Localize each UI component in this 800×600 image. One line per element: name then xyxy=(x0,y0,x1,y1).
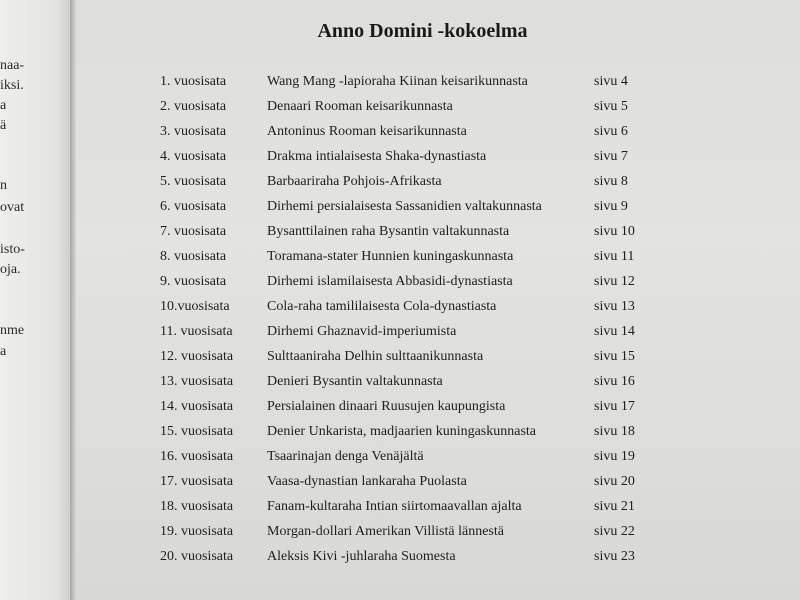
toc-row xyxy=(76,120,800,144)
coin-description: Aleksis Kivi -juhlaraha Suomesta xyxy=(267,549,456,564)
page-number: sivu 19 xyxy=(594,449,635,464)
left-page-fragment: a xyxy=(0,344,7,359)
toc-row xyxy=(76,395,800,419)
century-label: 8. vuosisata xyxy=(160,249,227,264)
century-label: 12. vuosisata xyxy=(160,349,234,364)
century-label: 13. vuosisata xyxy=(160,374,234,389)
page-number: sivu 10 xyxy=(594,224,635,239)
left-page-fragment: n xyxy=(0,178,7,193)
page-number: sivu 13 xyxy=(594,299,635,314)
left-page-fragment: oja. xyxy=(0,262,21,277)
page-number: sivu 20 xyxy=(594,474,635,489)
toc-row xyxy=(76,270,800,294)
coin-description: Persialainen dinaari Ruusujen kaupungista xyxy=(267,399,506,414)
century-label: 9. vuosisata xyxy=(160,274,227,289)
page-number: sivu 16 xyxy=(594,374,635,389)
page-number: sivu 22 xyxy=(594,524,635,539)
page-number: sivu 14 xyxy=(594,324,635,339)
page-number: sivu 7 xyxy=(594,149,628,164)
page-number: sivu 21 xyxy=(594,499,635,514)
toc-row xyxy=(76,245,800,269)
coin-description: Denieri Bysantin valtakunnasta xyxy=(267,374,443,389)
page-number: sivu 17 xyxy=(594,399,635,414)
century-label: 11. vuosisata xyxy=(160,324,233,339)
toc-row xyxy=(76,520,800,544)
century-label: 19. vuosisata xyxy=(160,524,234,539)
toc-row xyxy=(76,170,800,194)
page-number: sivu 15 xyxy=(594,349,635,364)
coin-description: Barbaariraha Pohjois-Afrikasta xyxy=(267,174,442,189)
century-label: 6. vuosisata xyxy=(160,199,227,214)
page-title: Anno Domini -kokoelma xyxy=(317,20,528,42)
left-page-fragment: iksi. xyxy=(0,78,24,93)
century-label: 2. vuosisata xyxy=(160,99,227,114)
coin-description: Dirhemi Ghaznavid-imperiumista xyxy=(267,324,457,339)
coin-description: Fanam-kultaraha Intian siirtomaavallan ajalta xyxy=(267,499,522,514)
toc-row xyxy=(76,495,800,519)
century-label: 18. vuosisata xyxy=(160,499,234,514)
century-label: 20. vuosisata xyxy=(160,549,234,564)
coin-description: Dirhemi persialaisesta Sassanidien valtakunnasta xyxy=(267,199,542,214)
coin-description: Vaasa-dynastian lankaraha Puolasta xyxy=(267,474,467,489)
page-number: sivu 4 xyxy=(594,74,628,89)
century-label: 5. vuosisata xyxy=(160,174,227,189)
toc-row xyxy=(76,445,800,469)
century-label: 7. vuosisata xyxy=(160,224,227,239)
century-label: 17. vuosisata xyxy=(160,474,234,489)
toc-row xyxy=(76,370,800,394)
toc-row xyxy=(76,345,800,369)
coin-description: Toramana-stater Hunnien kuningaskunnasta xyxy=(267,249,514,264)
century-label: 1. vuosisata xyxy=(160,74,227,89)
left-page-fragment: isto- xyxy=(0,242,25,257)
toc-row xyxy=(76,470,800,494)
page-number: sivu 11 xyxy=(594,249,635,264)
century-label: 10.vuosisata xyxy=(160,299,230,314)
toc-row xyxy=(76,545,800,569)
left-page-fragment: a xyxy=(0,98,7,113)
coin-description: Sulttaaniraha Delhin sulttaanikunnasta xyxy=(267,349,484,364)
coin-description: Bysanttilainen raha Bysantin valtakunnasta xyxy=(267,224,510,239)
coin-description: Tsaarinajan denga Venäjältä xyxy=(267,449,424,464)
left-page-fragment: nme xyxy=(0,323,25,338)
toc-row xyxy=(76,70,800,94)
right-page xyxy=(76,0,800,600)
page-number: sivu 23 xyxy=(594,549,635,564)
coin-description: Wang Mang -lapioraha Kiinan keisarikunnasta xyxy=(267,74,528,89)
toc-row xyxy=(76,295,800,319)
coin-description: Morgan-dollari Amerikan Villistä lännestä xyxy=(267,524,504,539)
toc-row xyxy=(76,420,800,444)
century-label: 4. vuosisata xyxy=(160,149,227,164)
page-number: sivu 6 xyxy=(594,124,628,139)
left-page xyxy=(0,0,70,600)
toc-row xyxy=(76,95,800,119)
coin-description: Denaari Rooman keisarikunnasta xyxy=(267,99,453,114)
century-label: 14. vuosisata xyxy=(160,399,234,414)
left-page-fragment: ä xyxy=(0,118,7,133)
page-number: sivu 5 xyxy=(594,99,628,114)
left-page-fragment: naa- xyxy=(0,58,25,73)
page-number: sivu 9 xyxy=(594,199,628,214)
page-number: sivu 8 xyxy=(594,174,628,189)
century-label: 16. vuosisata xyxy=(160,449,234,464)
page-number: sivu 12 xyxy=(594,274,635,289)
toc-row xyxy=(76,195,800,219)
coin-description: Antoninus Rooman keisarikunnasta xyxy=(267,124,467,139)
toc-row xyxy=(76,320,800,344)
toc-row xyxy=(76,220,800,244)
coin-description: Dirhemi islamilaisesta Abbasidi-dynastiasta xyxy=(267,274,513,289)
century-label: 3. vuosisata xyxy=(160,124,227,139)
left-page-fragment: ovat xyxy=(0,200,25,215)
toc-row xyxy=(76,145,800,169)
coin-description: Cola-raha tamililaisesta Cola-dynastiasta xyxy=(267,299,497,314)
coin-description: Denier Unkarista, madjaarien kuningaskunnasta xyxy=(267,424,537,439)
coin-description: Drakma intialaisesta Shaka-dynastiasta xyxy=(267,149,487,164)
page-number: sivu 18 xyxy=(594,424,635,439)
century-label: 15. vuosisata xyxy=(160,424,234,439)
